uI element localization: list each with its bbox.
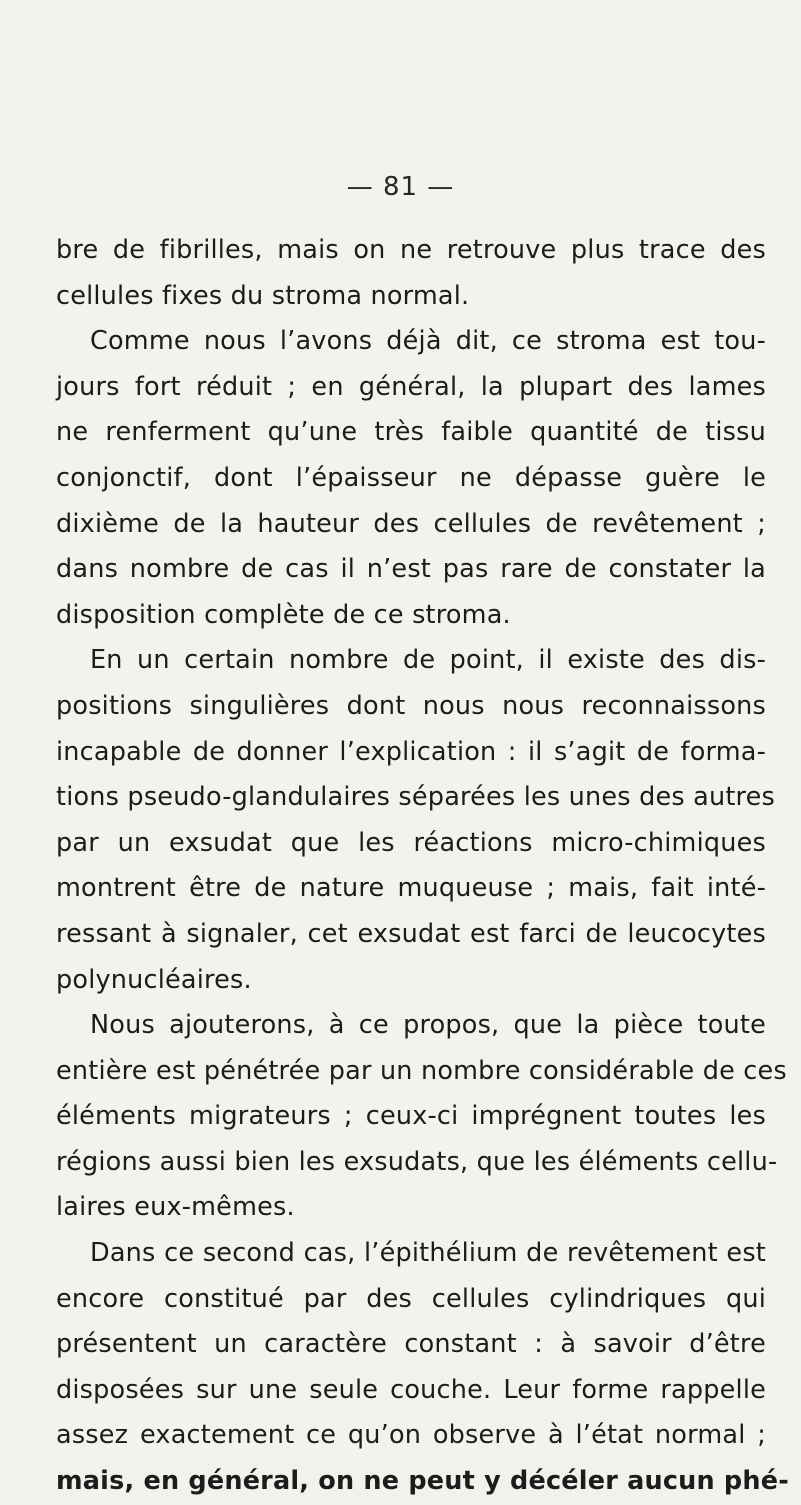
page-number: — 81 —	[346, 172, 455, 202]
text-line: Comme nous l’avons déjà dit, ce stroma est tou-	[90, 326, 766, 357]
text-line: laires eux-mêmes.	[56, 1192, 295, 1223]
text-line: présentent un caractère constant : à savoir d’être	[56, 1329, 766, 1360]
text-line: entière est pénétrée par un nombre considérable de ces	[56, 1055, 787, 1086]
text-line: par un exsudat que les réactions micro-chimiques	[56, 827, 766, 858]
text-line: En un certain nombre de point, il existe des dis-	[90, 645, 766, 676]
text-line: ne renferment qu’une très faible quantité de tissu	[56, 417, 766, 448]
text-line: cellules fixes du stroma normal.	[56, 280, 470, 311]
text-line: jours fort réduit ; en général, la plupart des lames	[56, 371, 766, 402]
text-line: dixième de la hauteur des cellules de revêtement ;	[56, 508, 766, 539]
text-line: ressant à signaler, cet exsudat est farci de leucocytes	[56, 918, 766, 949]
text-line: incapable de donner l’explication : il s’agit de forma-	[56, 736, 766, 767]
text-line: polynucléaires.	[56, 964, 252, 995]
text-line: dans nombre de cas il n’est pas rare de constater la	[56, 554, 766, 585]
text-line: positions singulières dont nous nous reconnaissons	[56, 690, 766, 721]
text-line: mais, en général, on ne peut y décéler aucun phé-	[56, 1466, 790, 1497]
text-line: Dans ce second cas, l’épithélium de revêtement est	[90, 1238, 766, 1269]
text-line: assez exactement ce qu’on observe à l’état normal ;	[56, 1420, 766, 1451]
body-text	[56, 228, 790, 1505]
text-line: Nous ajouterons, à ce propos, que la pièce toute	[90, 1010, 766, 1041]
text-line: éléments migrateurs ; ceux-ci imprégnent toutes les	[56, 1101, 766, 1132]
text-line: disposées sur une seule couche. Leur forme rappelle	[56, 1374, 766, 1405]
text-line: disposition complète de ce stroma.	[56, 599, 511, 630]
text-line: conjonctif, dont l’épaisseur ne dépasse guère le	[56, 462, 766, 493]
text-line: montrent être de nature muqueuse ; mais, fait inté-	[56, 873, 766, 904]
text-line: encore constitué par des cellules cylindriques qui	[56, 1283, 766, 1314]
text-line: tions pseudo-glandulaires séparées les unes des autres	[56, 782, 776, 813]
text-line: bre de fibrilles, mais on ne retrouve plus trace des	[56, 235, 766, 265]
text-line: régions aussi bien les exsudats, que les éléments cellu-	[56, 1146, 778, 1177]
